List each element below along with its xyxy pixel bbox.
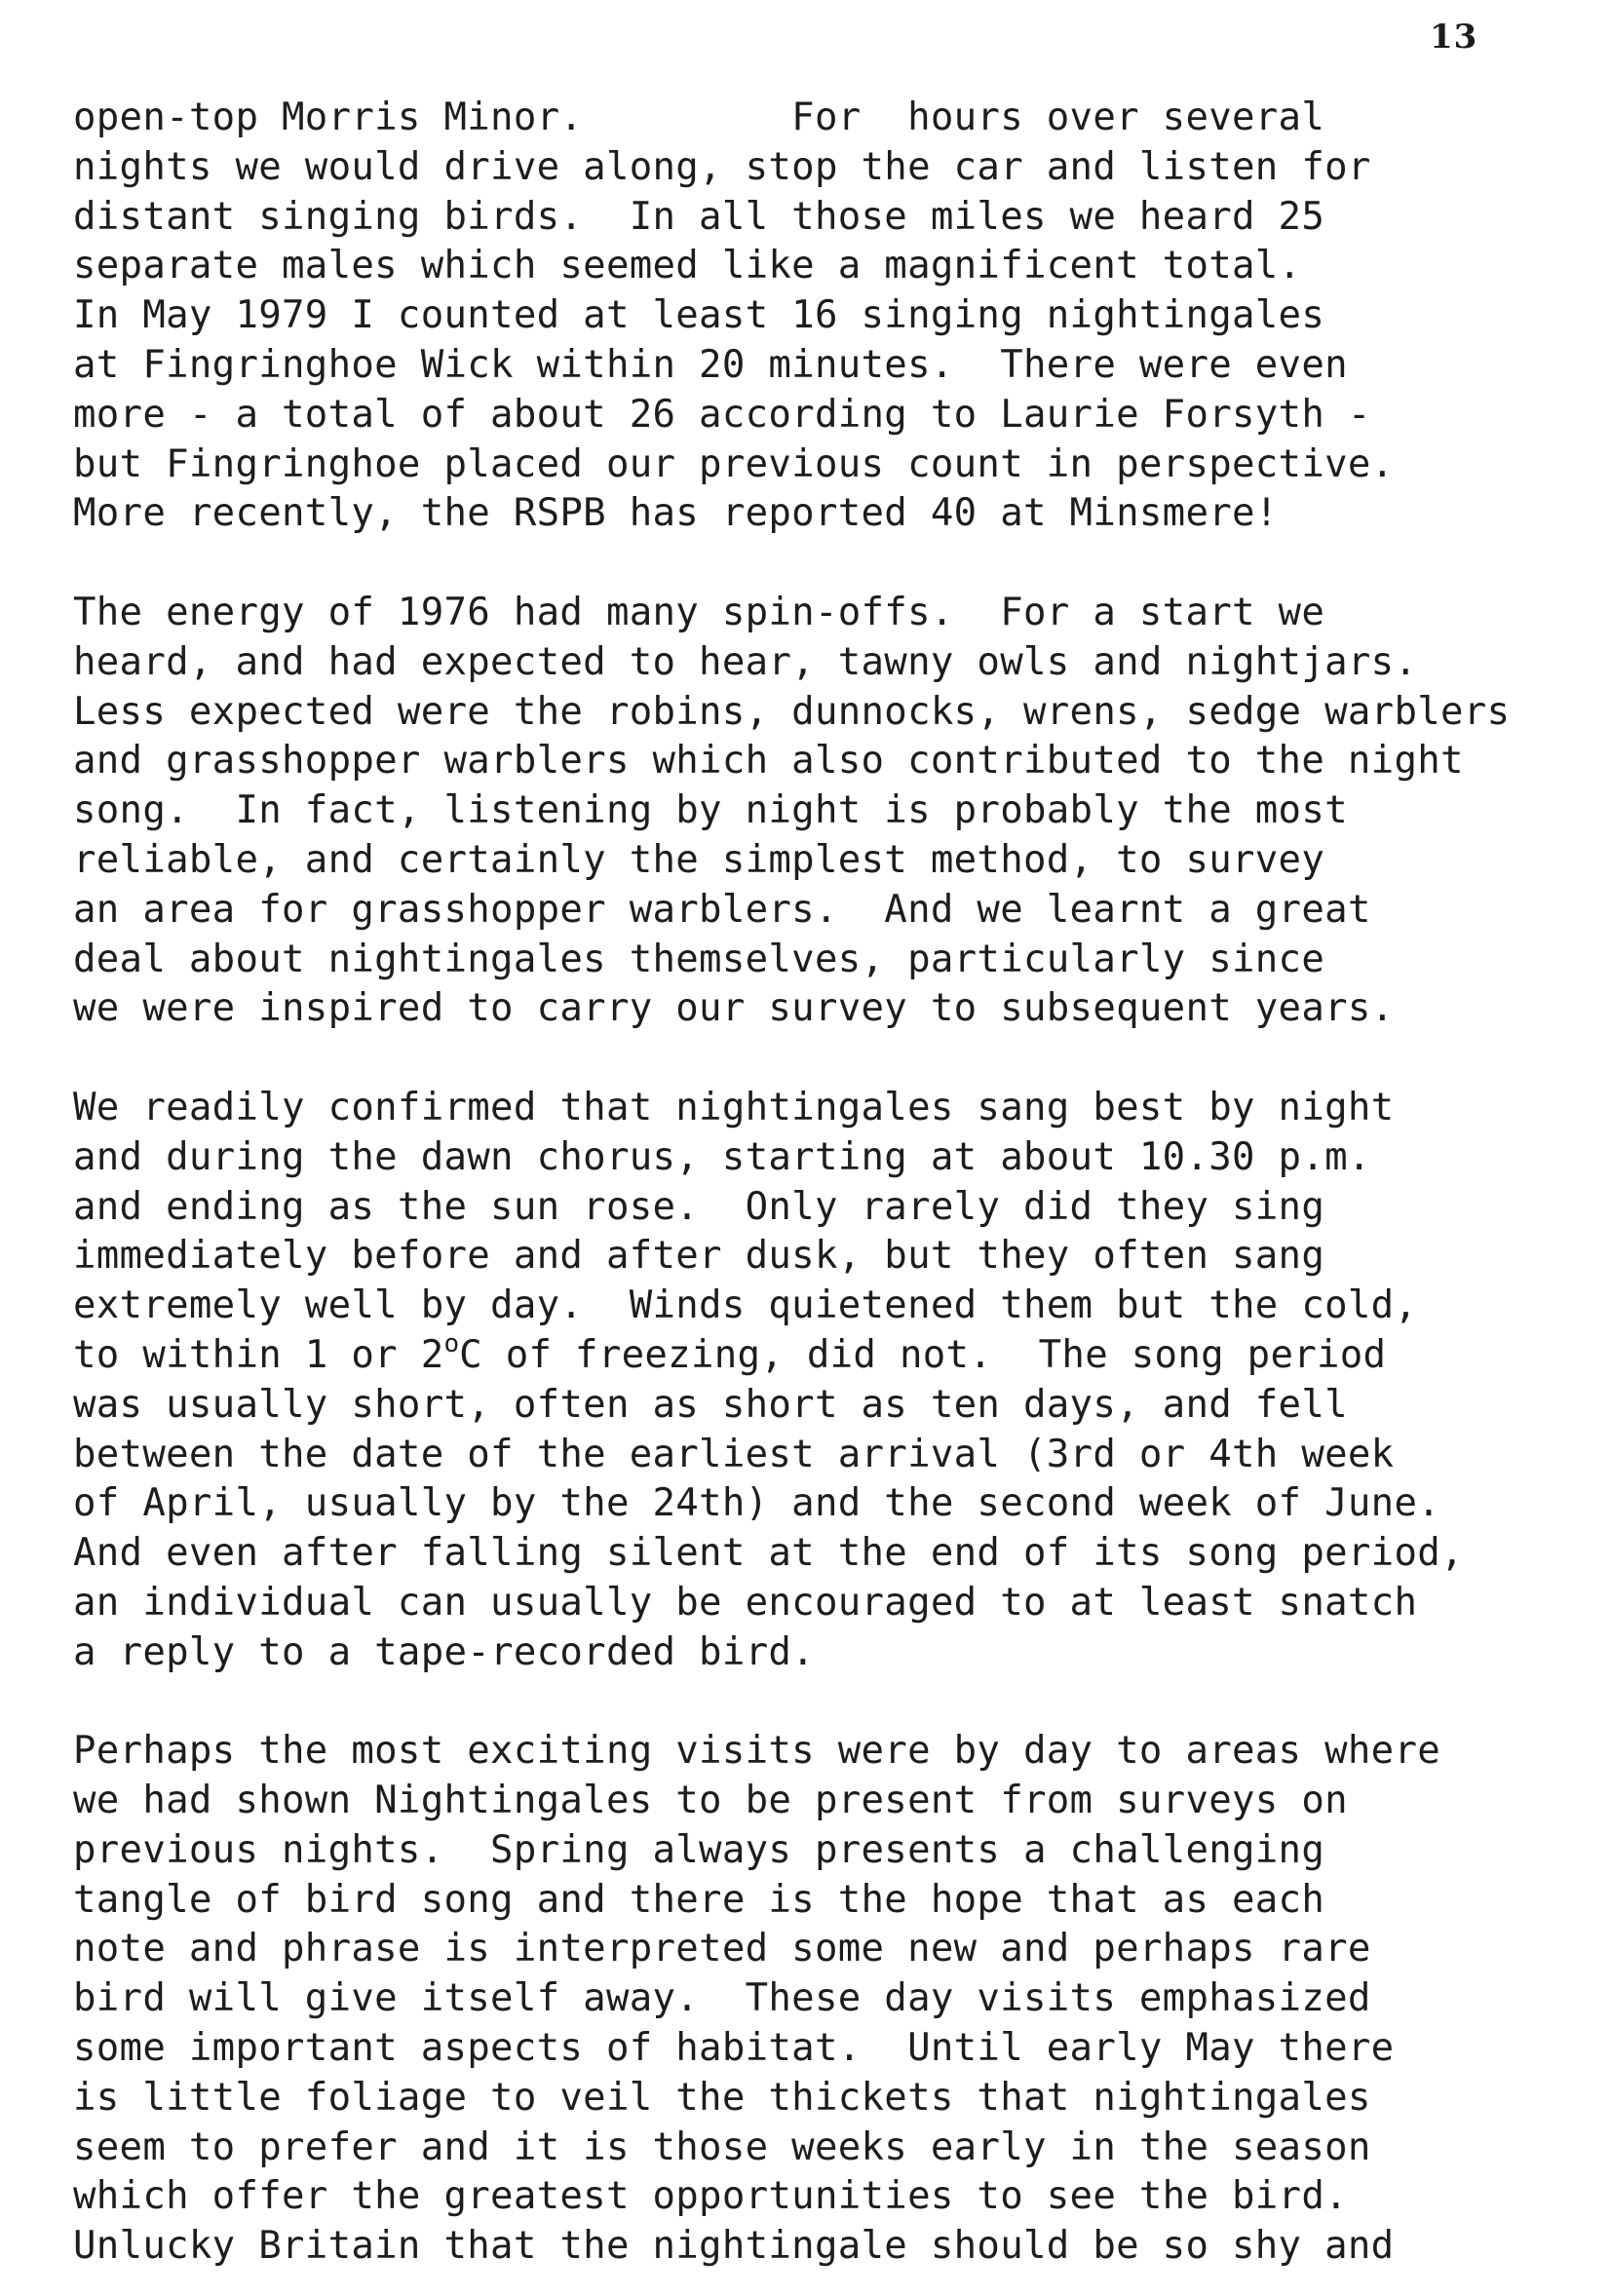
paragraph-gap [73, 1034, 1603, 1084]
text-line: We readily confirmed that nightingales sang best by night [73, 1085, 1395, 1129]
text-line: more - a total of about 26 according to Laurie Forsyth - [73, 392, 1371, 437]
text-line: And even after falling silent at the end of its song period, [73, 1531, 1464, 1576]
text-line: More recently, the RSPB has reported 40 at Minsmere! [73, 491, 1279, 536]
text-line: bird will give itself away. These day visits emphasized [73, 1976, 1371, 2021]
text-line: tangle of bird song and there is the hope that as each [73, 1877, 1325, 1922]
text-line: note and phrase is interpreted some new and perhaps rare [73, 1927, 1371, 1971]
text-line: In May 1979 I counted at least 16 singing nightingales [73, 293, 1325, 338]
text-line: a reply to a tape-recorded bird. [73, 1629, 815, 1674]
text-line: distant singing birds. In all those miles we heard 25 [73, 194, 1325, 239]
text-line: is little foliage to veil the thickets that nightingales [73, 2075, 1371, 2120]
text-line: an area for grasshopper warblers. And we learnt a great [73, 887, 1371, 932]
paragraph-gap [73, 1678, 1603, 1728]
text-line: was usually short, often as short as ten days, and fell [73, 1382, 1348, 1427]
text-line: extremely well by day. Winds quietened them but the cold, [73, 1283, 1418, 1328]
text-line: between the date of the earliest arrival (3rd or 4th week [73, 1432, 1395, 1476]
text-line: Unlucky Britain that the nightingale should be so shy and [73, 2224, 1395, 2269]
text-line: seem to prefer and it is those weeks early in the season [73, 2124, 1371, 2169]
text-line: of April, usually by the 24th) and the second week of June. [73, 1481, 1441, 1526]
text-line: some important aspects of habitat. Until early May there [73, 2026, 1395, 2071]
text-line: and during the dawn chorus, starting at about 10.30 p.m. [73, 1134, 1371, 1179]
text-line: immediately before and after dusk, but they often sang [73, 1234, 1325, 1279]
text-line: reliable, and certainly the simplest method, to survey [73, 837, 1325, 882]
body-text [73, 94, 1603, 2272]
text-line: at Fingringhoe Wick within 20 minutes. There were even [73, 342, 1348, 387]
text-line: we were inspired to carry our survey to subsequent years. [73, 986, 1395, 1031]
text-line: but Fingringhoe placed our previous count in perspective. [73, 441, 1395, 486]
text-line: Less expected were the robins, dunnocks, wrens, sedge warblers [73, 689, 1511, 734]
page-number: 13 [1430, 18, 1478, 57]
text-line: The energy of 1976 had many spin-offs. For a start we [73, 590, 1325, 634]
text-line: an individual can usually be encouraged to at least snatch [73, 1580, 1418, 1625]
text-segment: to within 1 or 2 [73, 1332, 444, 1377]
text-segment: C of freezing, did not. The song period [459, 1332, 1387, 1377]
text-line: we had shown Nightingales to be present from surveys on [73, 1779, 1348, 1823]
text-line: and ending as the sun rose. Only rarely did they sing [73, 1184, 1325, 1229]
text-line: Perhaps the most exciting visits were by day to areas where [73, 1729, 1441, 1774]
text-line: open-top Morris Minor. For hours over several [73, 96, 1325, 139]
text-line: song. In fact, listening by night is probably the most [73, 788, 1348, 833]
text-line: which offer the greatest opportunities to see the bird. [73, 2174, 1348, 2219]
degree-superscript: o [443, 1328, 460, 1358]
text-line: previous nights. Spring always presents a challenging [73, 1827, 1325, 1872]
text-line: deal about nightingales themselves, particularly since [73, 937, 1325, 981]
text-line: and grasshopper warblers which also contributed to the night [73, 739, 1464, 784]
text-line: separate males which seemed like a magnificent total. [73, 244, 1302, 288]
text-line: nights we would drive along, stop the car and listen for [73, 144, 1371, 189]
paragraph-gap [73, 539, 1603, 589]
text-line: heard, and had expected to hear, tawny owls and nightjars. [73, 639, 1418, 684]
text-line-with-degree [73, 1328, 1603, 1381]
